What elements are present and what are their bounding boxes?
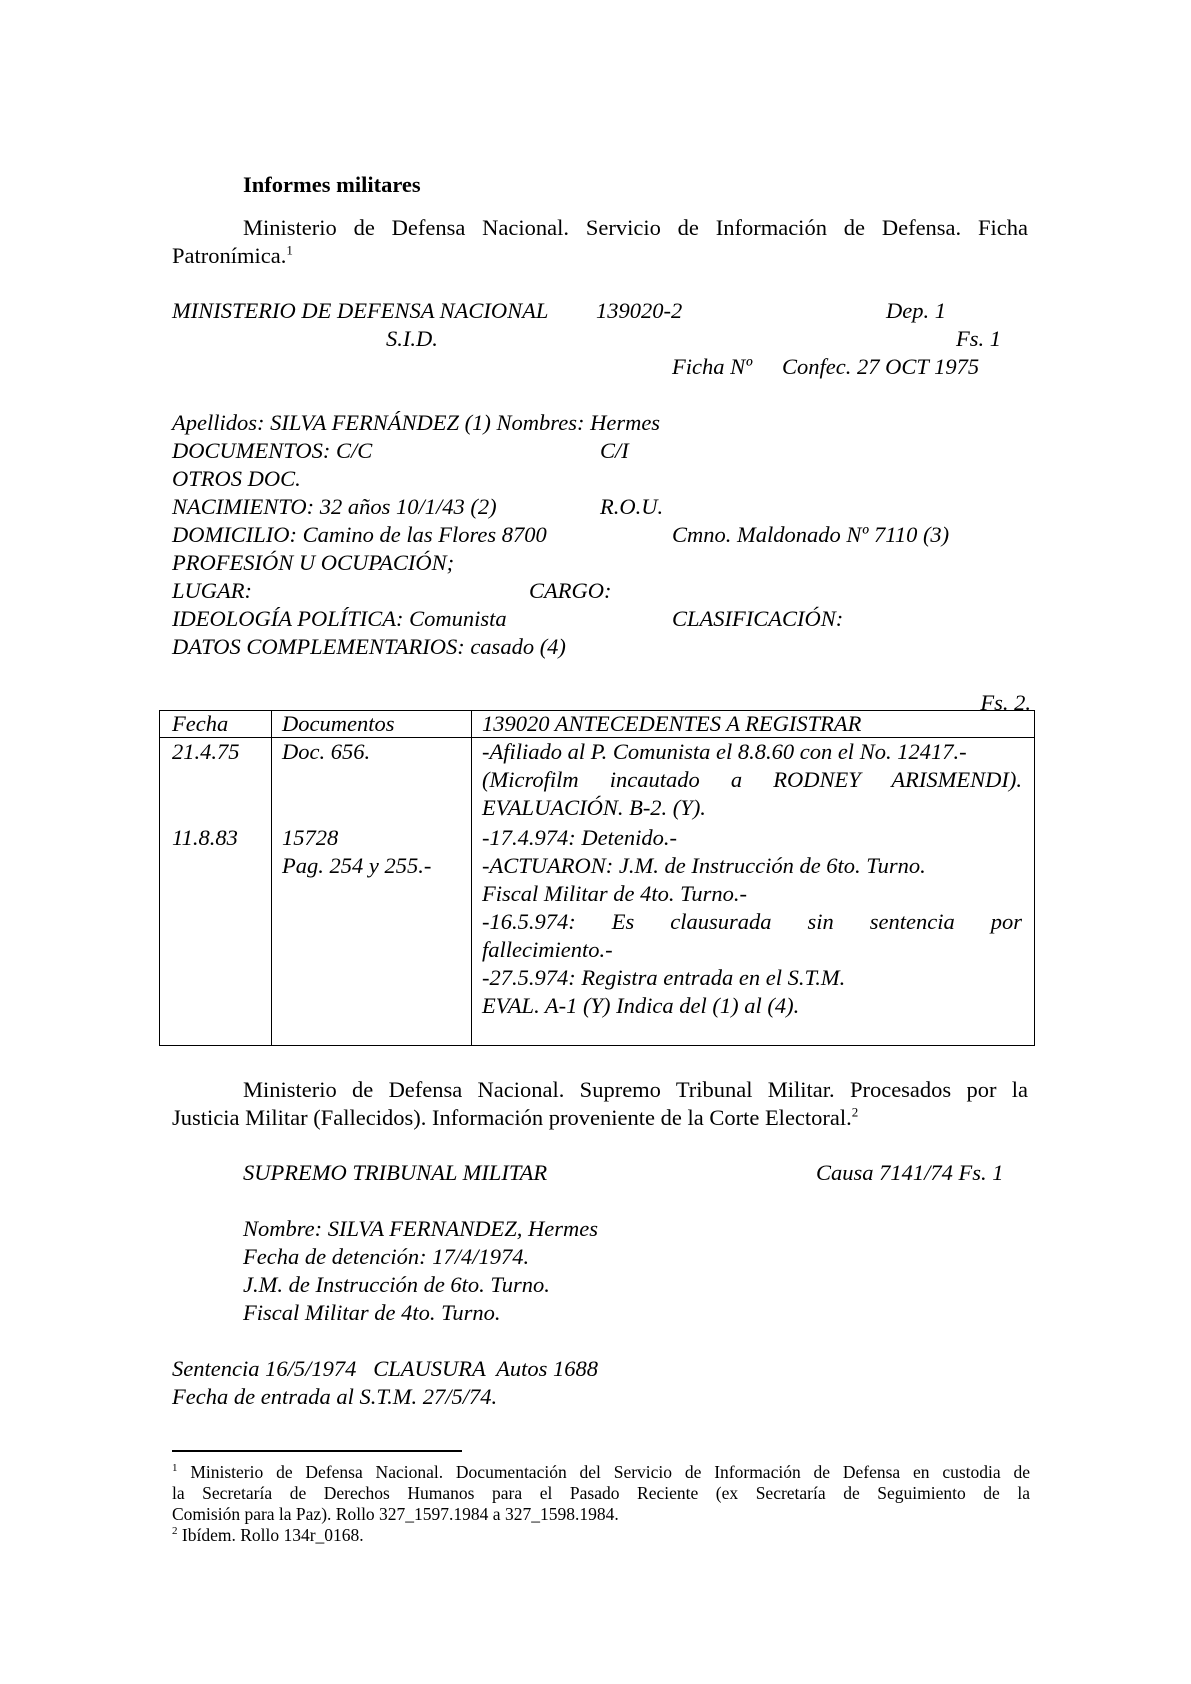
ficha-ministry: MINISTERIO DE DEFENSA NACIONAL: [172, 298, 549, 323]
stm-fecha-detencion: Fecha de detención: 17/4/1974.: [243, 1244, 530, 1269]
table-antecedente: -Afiliado al P. Comunista el 8.8.60 con el No. 12417.-: [482, 739, 967, 764]
ficha-no: Ficha Nº: [672, 354, 753, 379]
field-ci: C/I: [600, 438, 629, 463]
intro-line-1: Ministerio de Defensa Nacional. Servicio de Información de Defensa. Ficha: [243, 215, 1028, 240]
field-documentos: DOCUMENTOS: C/C: [172, 438, 373, 463]
stm-nombre: Nombre: SILVA FERNANDEZ, Hermes: [243, 1216, 598, 1241]
stm-fecha-entrada: Fecha de entrada al S.T.M. 27/5/74.: [172, 1384, 498, 1409]
intro-line-2: [172, 242, 293, 270]
intro-line-2-text: Patronímica.: [172, 243, 287, 268]
field-domicilio: DOMICILIO: Camino de las Flores 8700: [172, 522, 547, 547]
table-documento: Doc. 656.: [282, 739, 371, 764]
field-otros-doc: OTROS DOC.: [172, 466, 301, 491]
stm-title: SUPREMO TRIBUNAL MILITAR: [243, 1160, 548, 1185]
field-cargo: CARGO:: [529, 578, 612, 603]
stm-fiscal: Fiscal Militar de 4to. Turno.: [243, 1300, 501, 1325]
stm-intro-line-1: Ministerio de Defensa Nacional. Supremo Tribunal Militar. Procesados por la: [243, 1077, 1028, 1102]
ficha-sid: S.I.D.: [386, 326, 438, 351]
section-heading: Informes militares: [243, 172, 421, 197]
table-antecedente: -ACTUARON: J.M. de Instrucción de 6to. Turno.: [482, 853, 926, 878]
table-documento: Pag. 254 y 255.-: [282, 853, 432, 878]
table-antecedente: EVAL. A-1 (Y) Indica del (1) al (4).: [482, 993, 800, 1018]
footnote-1-line-2: la Secretaría de Derechos Humanos para el Pasado Reciente (ex Secretaría de Seguimiento de la: [172, 1483, 1030, 1503]
ficha-dep: Dep. 1: [886, 298, 946, 323]
table-divider-1: [271, 711, 272, 1045]
footnote-2-number: 2: [172, 1525, 178, 1538]
field-profesion: PROFESIÓN U OCUPACIÓN;: [172, 550, 455, 575]
field-clasificacion: CLASIFICACIÓN:: [672, 606, 844, 631]
table-antecedente: fallecimiento.-: [482, 937, 613, 962]
footnote-2: [172, 1525, 364, 1546]
field-domicilio-2: Cmno. Maldonado Nº 7110 (3): [672, 522, 950, 547]
table-antecedente: (Microfilm incautado a RODNEY ARISMENDI).: [482, 767, 1022, 792]
footnote-1-line-3: Comisión para la Paz). Rollo 327_1597.1984 a 327_1598.1984.: [172, 1504, 619, 1524]
stm-intro-line-2-text: Justicia Militar (Fallecidos). Información proveniente de la Corte Electoral.: [172, 1105, 852, 1130]
ficha-number: 139020-2: [596, 298, 683, 323]
field-datos-complementarios: DATOS COMPLEMENTARIOS: casado (4): [172, 634, 566, 659]
footnote-ref-1: 1: [286, 242, 293, 258]
ficha-fs: Fs. 1: [956, 326, 1001, 351]
field-nacimiento: NACIMIENTO: 32 años 10/1/43 (2): [172, 494, 497, 519]
table-fecha: 21.4.75: [172, 739, 240, 764]
field-lugar: LUGAR:: [172, 578, 252, 603]
field-ideologia: IDEOLOGÍA POLÍTICA: Comunista: [172, 606, 507, 631]
stm-causa: Causa 7141/74 Fs. 1: [816, 1160, 1004, 1185]
stm-sentencia: Sentencia 16/5/1974 CLAUSURA Autos 1688: [172, 1356, 599, 1381]
table-fecha: 11.8.83: [172, 825, 238, 850]
table-antecedente: EVALUACIÓN. B-2. (Y).: [482, 795, 706, 820]
stm-intro-line-2: [172, 1104, 858, 1132]
stm-jm: J.M. de Instrucción de 6to. Turno.: [243, 1272, 550, 1297]
table-header-documentos: Documentos: [282, 711, 395, 736]
footnote-rule: [172, 1450, 462, 1452]
footnote-1-line-1: [172, 1462, 1030, 1483]
table-divider-2: [471, 711, 472, 1045]
table-antecedente: -17.4.974: Detenido.-: [482, 825, 677, 850]
antecedentes-table: [159, 710, 1035, 1046]
footnote-2-text: Ibídem. Rollo 134r_0168.: [181, 1525, 364, 1545]
table-antecedente: -27.5.974: Registra entrada en el S.T.M.: [482, 965, 846, 990]
footnote-ref-2: 2: [851, 1104, 859, 1120]
table-header-antecedentes: 139020 ANTECEDENTES A REGISTRAR: [482, 711, 862, 736]
field-rou: R.O.U.: [600, 494, 664, 519]
table-fs: Fs. 2.: [980, 690, 1031, 715]
footnote-1-number: 1: [172, 1462, 178, 1475]
field-apellidos: Apellidos: SILVA FERNÁNDEZ (1) Nombres: Hermes: [172, 410, 661, 435]
table-documento: 15728: [282, 825, 339, 850]
footnote-1-text: Ministerio de Defensa Nacional. Documentación del Servicio de Información de Defensa en custodia de: [190, 1462, 1031, 1482]
ficha-confec: Confec. 27 OCT 1975: [782, 354, 980, 379]
table-antecedente: -16.5.974: Es clausurada sin sentencia por: [482, 909, 1022, 934]
table-antecedente: Fiscal Militar de 4to. Turno.-: [482, 881, 748, 906]
table-header-fecha: Fecha: [172, 711, 229, 736]
